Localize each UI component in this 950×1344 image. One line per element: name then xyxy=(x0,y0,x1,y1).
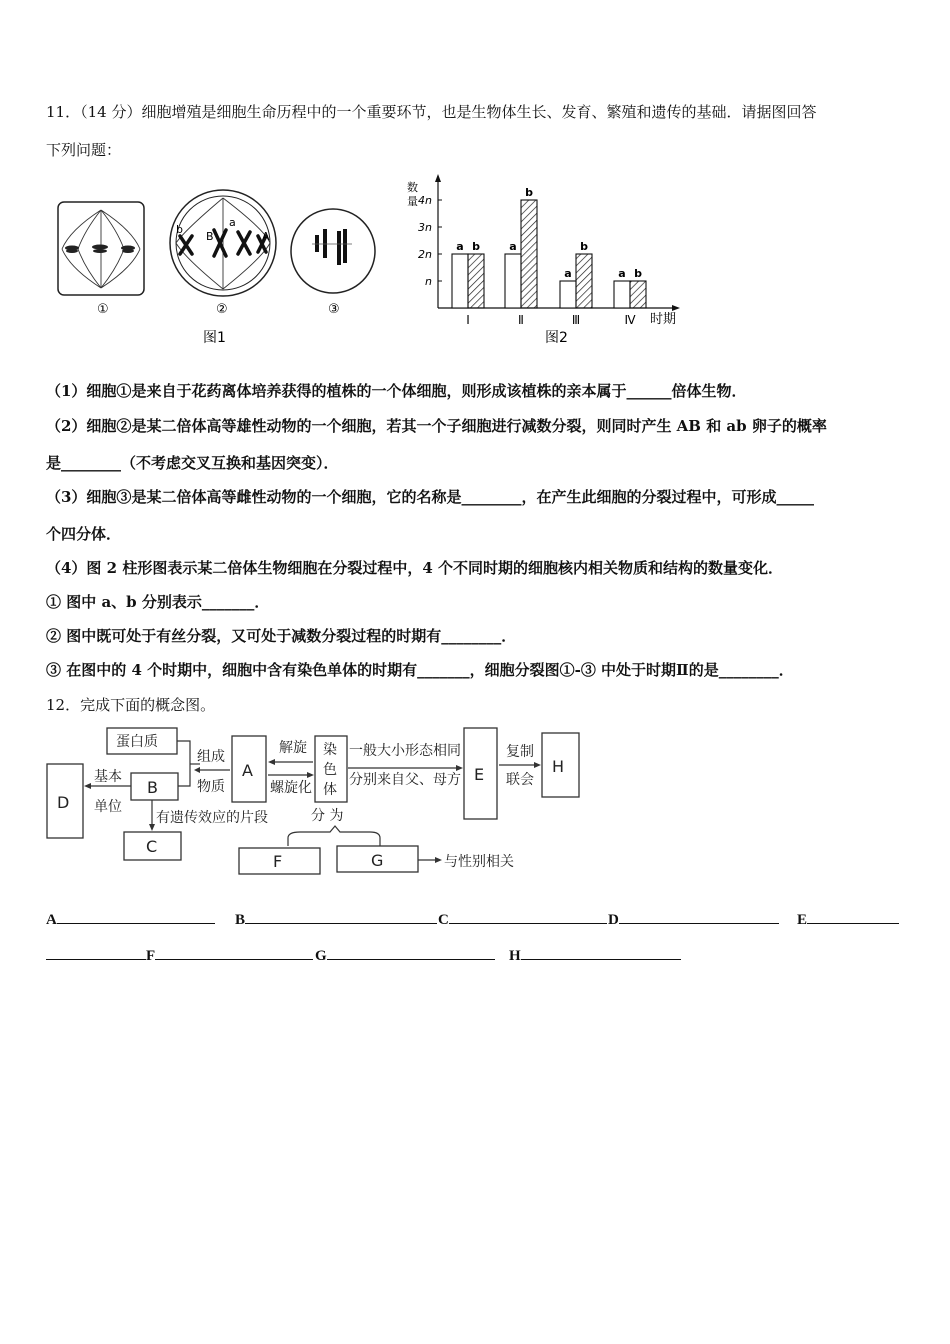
q11-intro-line2: 下列问题： xyxy=(46,141,122,159)
fig2-bar-label: a xyxy=(456,240,464,253)
label-compose-2: 物质 xyxy=(197,779,225,795)
q11-part2-line2: 是________（不考虑交叉互换和基因突变）． xyxy=(46,454,339,472)
fig2-category-label: Ⅲ xyxy=(571,313,581,327)
q11-intro-line1: 11．（14 分）细胞增殖是细胞生命历程中的一个重要环节，也是生物体生长、发育、繁殖和遗传的基础．请据图回答 xyxy=(46,103,817,121)
answer-D[interactable]: D xyxy=(608,912,779,929)
label-compose-1: 组成 xyxy=(197,749,225,765)
label-F: F xyxy=(273,852,283,871)
answer-F[interactable]: F xyxy=(146,948,313,965)
label-replicate-1: 复制 xyxy=(506,744,534,760)
q11-part1: （1）细胞①是来自于花药离体培养获得的植株的一个体细胞，则形成该植株的亲本属于______倍体生物． xyxy=(46,382,747,400)
label-A: A xyxy=(242,761,253,780)
label-basic-2: 单位 xyxy=(94,799,122,815)
fig2-x-label: 时期 xyxy=(650,312,677,327)
cell-2-label: ② xyxy=(216,302,228,317)
cell-2-letter-a: a xyxy=(229,216,236,229)
fig2-category-label: Ⅰ xyxy=(466,313,470,327)
cell-2-letter-A: A xyxy=(262,230,270,243)
q11-sub3: ③ 在图中的 4 个时期中，细胞中含有染色单体的时期有_______，细胞分裂图①-③ 中处于时期Ⅱ的是________． xyxy=(46,661,794,679)
answer-E[interactable]: E xyxy=(797,912,899,929)
q11-part2-line1: （2）细胞②是某二倍体高等雄性动物的一个细胞，若其一个子细胞进行减数分裂，则同时产生 AB 和 ab 卵子的概率 xyxy=(46,417,827,435)
label-origin: 分别来自父、母方 xyxy=(349,772,461,788)
q12-intro: 12．完成下面的概念图。 xyxy=(46,696,216,714)
fig2-bar-label: b xyxy=(525,186,533,199)
label-chromosome-1: 染 xyxy=(323,742,337,758)
fig2-y-tick-label: n xyxy=(425,275,432,288)
fig1-caption: 图1 xyxy=(203,330,226,346)
q11-part3-line1: （3）细胞③是某二倍体高等雌性动物的一个细胞，它的名称是________，在产生此细胞的分裂过程中，可形成_____ xyxy=(46,488,814,506)
fig2-bar-label: a xyxy=(564,267,572,280)
answer-G[interactable]: G xyxy=(315,948,495,965)
cell-2-letter-b: b xyxy=(176,223,183,236)
answer-C[interactable]: C xyxy=(438,912,607,929)
q11-part4: （4）图 2 柱形图表示某二倍体生物细胞在分裂过程中，4 个不同时期的细胞核内相关物质和结构的数量变化． xyxy=(46,559,783,577)
fig2-bar-label: a xyxy=(618,267,626,280)
fig2-bar-label: b xyxy=(580,240,588,253)
label-spiral: 螺旋化 xyxy=(270,780,312,796)
label-H: H xyxy=(552,757,565,776)
fig2-caption: 图2 xyxy=(545,330,568,346)
fig2-bar-label: a xyxy=(509,240,517,253)
fig2-y-tick-label: 3n xyxy=(418,221,432,234)
answer-E-continued[interactable] xyxy=(46,948,146,965)
label-replicate-2: 联会 xyxy=(506,772,534,788)
label-protein: 蛋白质 xyxy=(116,734,158,750)
answer-A[interactable]: A xyxy=(46,912,215,929)
label-unwind: 解旋 xyxy=(279,740,307,756)
label-gene-segment: 有遗传效应的片段 xyxy=(156,810,268,826)
fig2-bar-label: b xyxy=(472,240,480,253)
label-similar: 一般大小形态相同 xyxy=(349,743,461,759)
cell-2-letter-B: B xyxy=(206,230,214,243)
label-G: G xyxy=(371,851,384,870)
label-C: C xyxy=(146,837,158,856)
label-chromosome-2: 色 xyxy=(323,762,337,778)
q11-sub1: ① 图中 a、b 分别表示_______． xyxy=(46,593,270,611)
fig2-category-label: Ⅱ xyxy=(518,313,524,327)
fig2-y-label-2: 量 xyxy=(407,195,418,208)
label-chromosome-3: 体 xyxy=(323,782,337,798)
label-sex-related: 与性别相关 xyxy=(444,854,514,870)
label-D: D xyxy=(57,793,70,812)
fig2-y-label-1: 数 xyxy=(407,181,418,194)
fig2-y-tick-label: 2n xyxy=(418,248,432,261)
fig2-y-tick-label: 4n xyxy=(418,194,432,207)
q11-part3-line2: 个四分体． xyxy=(46,525,122,543)
label-divide: 分 为 xyxy=(311,808,344,824)
label-B: B xyxy=(147,778,158,797)
answer-B[interactable]: B xyxy=(235,912,437,929)
fig2-category-label: Ⅳ xyxy=(624,313,636,327)
q11-sub2: ② 图中既可处于有丝分裂，又可处于减数分裂过程的时期有________． xyxy=(46,627,517,645)
cell-1-label: ① xyxy=(97,302,109,317)
fig2-bar-label: b xyxy=(634,267,642,280)
answer-H[interactable]: H xyxy=(509,948,681,965)
label-E: E xyxy=(474,765,485,784)
cell-3-label: ③ xyxy=(328,302,340,317)
label-basic-1: 基本 xyxy=(94,769,122,785)
